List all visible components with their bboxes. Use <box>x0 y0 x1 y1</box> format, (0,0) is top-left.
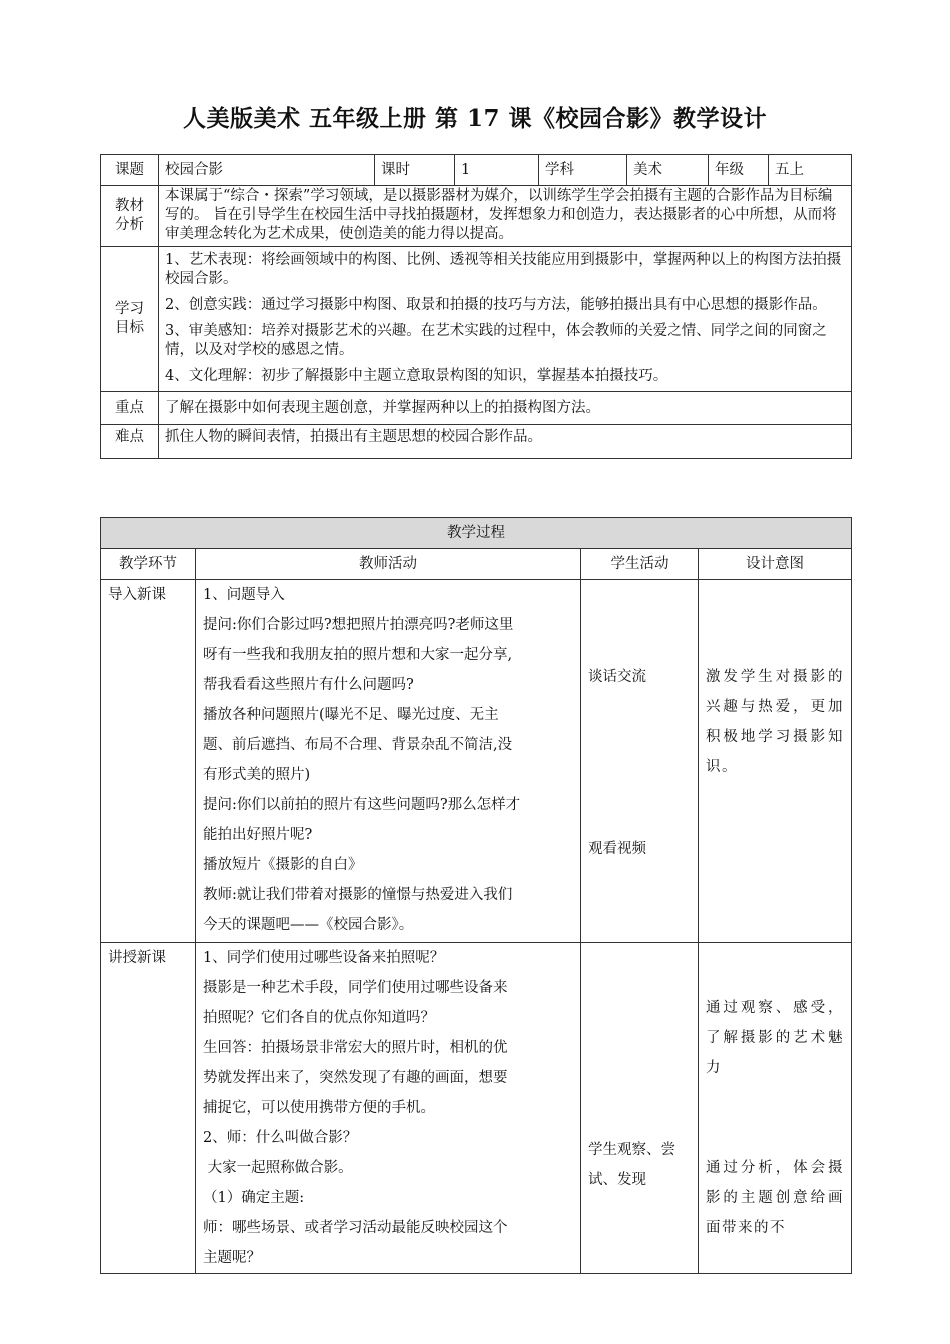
teacher-line: 生回答：拍摄场景非常宏大的照片时，相机的优 <box>203 1040 508 1056</box>
student-activity-cell <box>581 580 699 943</box>
stage-cell: 导入新课 <box>101 580 196 943</box>
material-analysis-label: 教材分析 <box>101 186 159 247</box>
design-intent-text: 通过观察、感受，了解摄影的艺术魅力 <box>706 1000 844 1076</box>
teacher-line: 题、前后遮挡、布局不合理、背景杂乱不简洁,没 <box>203 737 513 753</box>
info-row-key-point <box>101 392 852 425</box>
teacher-activity-cell <box>196 580 581 943</box>
lesson-info-table <box>100 154 852 459</box>
goal-item: 3、审美感知：培养对摄影艺术的兴趣。在艺术实践的过程中，体会教师的关爱之情、同学之间的同窗之情，以及对学校的感恩之情。 <box>165 323 827 358</box>
topic-value: 校园合影 <box>159 155 375 186</box>
subject-value: 美术 <box>627 155 709 186</box>
process-row-new-lesson <box>101 943 852 1274</box>
design-intent-text: 激发学生对摄影的兴趣与热爱，更加积极地学习摄影知识。 <box>706 669 844 775</box>
design-intent-text: 通过分析，体会摄影的主题创意给画面带来的不 <box>706 1160 844 1236</box>
teacher-line: 呀有一些我和我朋友拍的照片想和大家一起分享, <box>203 647 513 663</box>
hours-value: 1 <box>455 155 539 186</box>
teacher-line: 提问:你们以前拍的照片有这些问题吗?那么怎样才 <box>203 797 521 813</box>
col-header-student: 学生活动 <box>581 549 699 580</box>
teacher-line: 今天的课题吧——《校园合影》。 <box>203 917 414 933</box>
subject-label: 学科 <box>539 155 627 186</box>
process-band-row <box>101 518 852 549</box>
teacher-line: 势就发挥出来了，突然发现了有趣的画面，想要 <box>203 1070 508 1086</box>
stage-cell: 讲授新课 <box>101 943 196 1274</box>
learning-goals-list <box>159 247 852 392</box>
teacher-line: 2、师：什么叫做合影？ <box>203 1130 358 1146</box>
info-row-basic <box>101 155 852 186</box>
goal-item: 2、创意实践：通过学习摄影中构图、取景和拍摄的技巧与方法，能够拍摄出具有中心思想的摄影作品。 <box>165 297 827 313</box>
goal-item: 4、文化理解：初步了解摄影中主题立意取景构图的知识，掌握基本拍摄技巧。 <box>165 368 668 384</box>
teacher-line: 捕捉它，可以使用携带方便的手机。 <box>203 1100 435 1116</box>
teacher-line: 师：哪些场景、或者学习活动最能反映校园这个 <box>203 1220 508 1236</box>
grade-label: 年级 <box>709 155 769 186</box>
info-row-difficulty <box>101 425 852 459</box>
teacher-line: 主题呢？ <box>203 1250 261 1266</box>
key-point-label: 重点 <box>101 392 159 425</box>
teacher-line: 有形式美的照片) <box>203 767 311 783</box>
teacher-line: 播放短片《摄影的自白》 <box>203 857 363 873</box>
teacher-line: 播放各种问题照片(曝光不足、曝光过度、无主 <box>203 707 499 723</box>
teacher-line: （1）确定主题: <box>203 1190 305 1206</box>
col-header-teacher: 教师活动 <box>196 549 581 580</box>
process-row-intro <box>101 580 852 943</box>
learning-goals-label: 学习目标 <box>101 247 159 392</box>
teacher-line: 摄影是一种艺术手段，同学们使用过哪些设备来 <box>203 980 508 996</box>
design-intent-cell <box>699 943 852 1274</box>
col-header-stage: 教学环节 <box>101 549 196 580</box>
info-row-material <box>101 186 852 247</box>
process-header-row <box>101 549 852 580</box>
teacher-line: 1、同学们使用过哪些设备来拍照呢？ <box>203 950 445 966</box>
teacher-line: 能拍出好照片呢? <box>203 827 313 843</box>
teacher-line: 帮我看看这些照片有什么问题吗? <box>203 677 414 693</box>
design-intent-cell <box>699 580 852 943</box>
student-activity: 谈话交流 <box>588 669 646 685</box>
document-title: 人美版美术 五年级上册 第 17 课《校园合影》教学设计 <box>182 105 768 132</box>
teacher-line: 大家一起照称做合影。 <box>203 1160 353 1176</box>
col-header-intent: 设计意图 <box>699 549 852 580</box>
student-activity: 学生观察、尝试、发现 <box>588 1142 675 1188</box>
goal-item: 1、艺术表现：将绘画领域中的构图、比例、透视等相关技能应用到摄影中，掌握两种以上的构图方法拍摄校园合影。 <box>165 252 842 287</box>
info-row-goals <box>101 247 852 392</box>
grade-value: 五上 <box>769 155 852 186</box>
teacher-activity-cell <box>196 943 581 1274</box>
process-band-title: 教学过程 <box>101 518 852 549</box>
teacher-line: 教师:就让我们带着对摄影的憧憬与热爱进入我们 <box>203 887 513 903</box>
key-point-text: 了解在摄影中如何表现主题创意，并掌握两种以上的拍摄构图方法。 <box>159 392 852 425</box>
difficulty-label: 难点 <box>101 425 159 459</box>
teaching-process-table <box>100 517 852 1274</box>
topic-label: 课题 <box>101 155 159 186</box>
teacher-line: 提问:你们合影过吗?想把照片拍漂亮吗?老师这里 <box>203 617 514 633</box>
student-activity-cell <box>581 943 699 1274</box>
material-analysis-text: 本课属于“综合・探索”学习领域，是以摄影器材为媒介，以训练学生学会拍摄有主题的合影作品为目标编写的。 旨在引导学生在校园生活中寻找拍摄题材，发挥想象力和创造力，表达摄影者的心中所想，从而将审美理念转化为艺术成果，使创造美的能力得以提高。 <box>159 186 852 247</box>
teacher-line: 拍照呢？它们各自的优点你知道吗？ <box>203 1010 435 1026</box>
teacher-line: 1、问题导入 <box>203 587 285 603</box>
difficulty-text: 抓住人物的瞬间表情，拍摄出有主题思想的校园合影作品。 <box>159 425 852 459</box>
student-activity: 观看视频 <box>588 841 646 857</box>
hours-label: 课时 <box>375 155 455 186</box>
